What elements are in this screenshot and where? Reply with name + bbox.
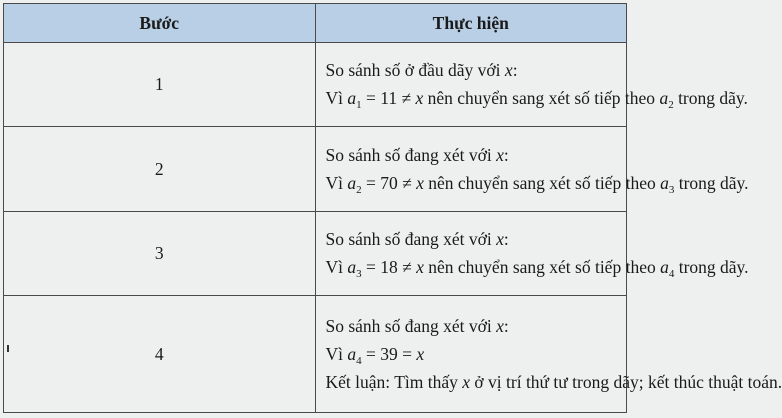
step-number: 1	[4, 42, 316, 127]
table-row	[4, 296, 627, 413]
header-step: Bước	[4, 4, 316, 43]
table-row	[4, 127, 627, 212]
description-line: So sánh số đang xét với x:	[325, 316, 509, 337]
step-number: 3	[4, 211, 316, 296]
table-row	[4, 42, 627, 127]
description-line: Vì $a_4 = 39 = x$	[325, 344, 425, 368]
description-line: So sánh số ở đầu dãy với x:	[325, 60, 518, 81]
step-number: 4	[4, 296, 316, 413]
description-line: Vì $a_2 = 70 \ne x$ nên chuyển sang xét số tiếp theo $a_3$ trong dãy.	[325, 172, 749, 196]
table-row	[4, 211, 627, 296]
steps-table	[3, 3, 782, 413]
step-number: 2	[4, 127, 316, 212]
header-row	[4, 4, 627, 43]
step-description	[315, 296, 782, 413]
description-line: So sánh số đang xét với x:	[325, 144, 509, 165]
description-line: So sánh số đang xét với x:	[325, 229, 509, 250]
description-line: Vì $a_3 = 18 \ne x$ nên chuyển sang xét số tiếp theo $a_4$ trong dãy.	[325, 257, 749, 281]
margin-mark	[7, 345, 9, 352]
step-description	[315, 211, 749, 296]
step-description	[315, 127, 749, 212]
header-action: Thực hiện	[315, 4, 627, 43]
description-line: Vì $a_1 = 11 \ne x$ nên chuyển sang xét số tiếp theo $a_2$ trong dãy.	[325, 88, 748, 112]
step-description	[315, 42, 748, 127]
conclusion-line: Kết luận: Tìm thấy x ở vị trí thứ tư trong dãy; kết thúc thuật toán.	[325, 372, 782, 393]
